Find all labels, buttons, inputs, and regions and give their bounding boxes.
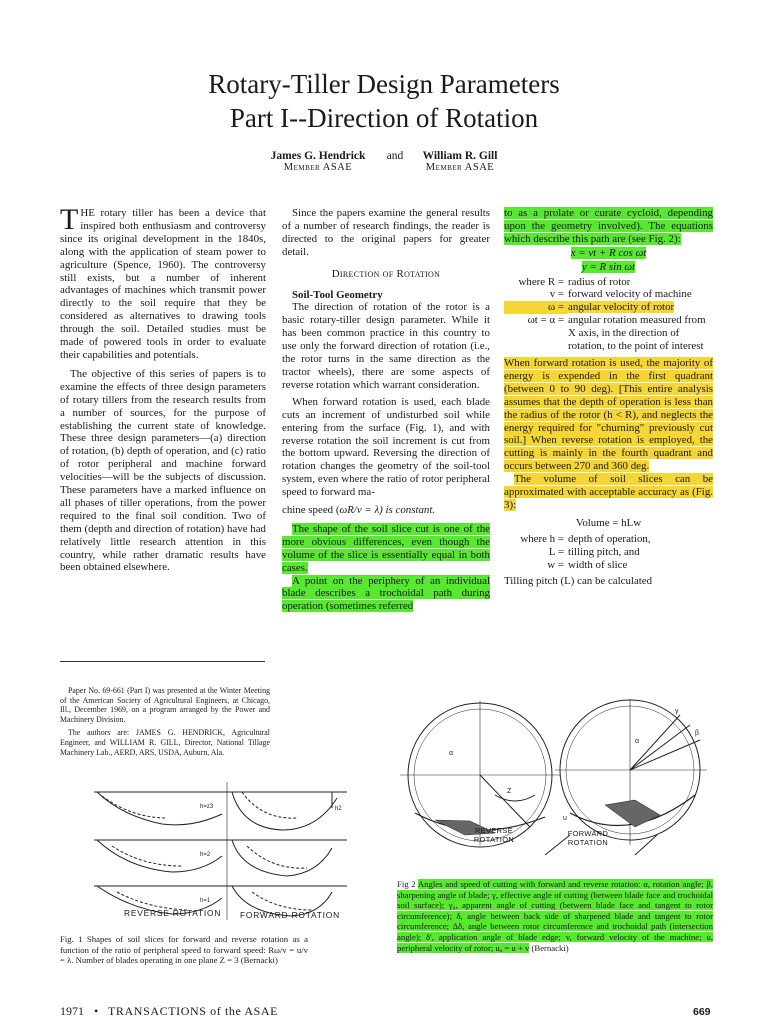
definition-row: ω = angular velocity of rotor — [504, 301, 713, 314]
author-1 — [258, 150, 378, 173]
equation-y: y = R sin ωt — [581, 260, 636, 273]
svg-text:h2: h2 — [335, 806, 342, 812]
footer-bullet: • — [94, 1004, 99, 1018]
volume-equation: Volume = hLw — [575, 516, 642, 529]
svg-text:Z: Z — [507, 788, 512, 795]
cycloid-paragraph: to as a prolate or curate cycloid, depending upon the geometry involved). The equations which describe this path are (see Fig. 2): — [504, 207, 713, 245]
definition-row: where R = radius of rotor — [518, 275, 631, 288]
definition-row: w = width of slice — [547, 558, 628, 571]
author-1-name: James G. Hendrick — [270, 150, 366, 162]
intro-paragraph: THE rotary tiller has been a device that inspired both enthusiasm and controversy since its original development in the 1840s, along with the application of steam power to agriculture (Spence, 1960). The controversy still exists, but a number of inherent advantages of machines which transmit power directly to the soil require that they be considered as alternatives to drawing tools through the soil. Detailed studies must be made of powered tools in order to evaluate their capabilities and potentials. — [60, 203, 266, 361]
direction-paragraph: The direction of rotation of the rotor is a basic rotary-tiller design parameter. While it has been common practice in this country to use only the forward direction of rotation (i.e., the rotor turns in the same direction as the tractor wheels), there are some aspects of reverse rotation which warrant consideration. — [282, 301, 490, 391]
subsection-heading: Soil-Tool Geometry — [292, 288, 383, 301]
svg-text:h=1: h=1 — [200, 898, 211, 904]
svg-text:h=2: h=2 — [200, 852, 211, 858]
footer-year: 1971 — [60, 1004, 84, 1018]
definition-row: where h = depth of operation, — [520, 532, 651, 545]
author-2-name: William R. Gill — [422, 150, 498, 162]
column-1 — [60, 203, 266, 574]
author-2 — [410, 150, 510, 173]
equation-definitions — [504, 276, 713, 353]
footnote-rule — [60, 661, 265, 662]
footnote-authors: The authors are: JAMES G. HENDRICK, Agricultural Engineer, and WILLIAM R. GILL, Director, National Tillage Machinery Lab., AERD, ARS, USDA, Auburn, Ala. — [60, 728, 270, 757]
forward-rotation-paragraph: When forward rotation is used, each blade cuts an increment of undisturbed soil while entering from the surface (Fig. 1), and with reverse rotation the soil increment is cut from the bottom upward. Reversing the direction of rotation changes the geometry of the soil-tool system, even where the ratio of rotor peripheral speed to forward ma- — [282, 395, 490, 499]
definition-row: ωt = α = angular rotation measured from X axis, in the direction of rotation, to the point of interest — [527, 314, 706, 353]
fig1-label-forward: FORWARD ROTATION — [240, 910, 340, 920]
volume-paragraph: The volume of soil slices can be approximated with acceptable accuracy as (Fig. 3): — [504, 473, 713, 511]
column-3 — [504, 207, 713, 588]
figure-1-diagram — [92, 768, 352, 930]
fig2-label-forward: FORWARD ROTATION — [567, 829, 609, 847]
chine-speed-line: chine speed (ωR/v = λ) is constant. — [282, 504, 436, 517]
section-heading: Direction of Rotation — [331, 267, 441, 280]
fig2-label-reverse: REVERSE ROTATION — [473, 826, 515, 844]
figure-1-caption: Fig. 1 Shapes of soil slices for forward and reverse rotation as a function of the ratio of peripheral speed to forward speed: Rω/v = u/v = λ. Number of blades operating in one plane Z = 3 (Bernacki) — [60, 934, 308, 966]
column-2 — [282, 207, 490, 613]
fig1-label-reverse: REVERSE ROTATION — [124, 908, 222, 918]
figure-2-diagram — [395, 695, 715, 860]
svg-text:γ: γ — [675, 708, 679, 715]
footnote — [60, 686, 270, 761]
svg-text:u: u — [563, 815, 567, 822]
definition-row: L = tilling pitch, and — [548, 545, 640, 558]
volume-definitions — [504, 533, 713, 572]
col2-intro-paragraph: Since the papers examine the general results of a number of research findings, the reader is directed to the original papers for greater detail. — [282, 207, 490, 258]
svg-text:h=z3: h=z3 — [200, 804, 214, 810]
energy-paragraph: When forward rotation is used, the majority of energy is expended in the first quadrant (between 0 to 90 deg). [This entire analysis assumes that the depth of operation is less than the radius of the rotor (h < R), and neglects the energy required for "churning" previously cut soil.] When reverse rotation is employed, the cutting is mainly in the fourth quadrant and occurs between 270 and 360 deg. — [504, 356, 713, 473]
title-line-2: Part I--Direction of Rotation — [229, 103, 539, 133]
authors-and: and — [386, 150, 404, 162]
footnote-paper-info: Paper No. 69-661 (Part I) was presented at the Winter Meeting of the American Society of Agricultural Engineers, at Chicago, Ill., December 1969, on a program arranged by the Power and Machinery Division. — [60, 686, 270, 724]
svg-text:α: α — [449, 750, 454, 757]
drop-cap: T — [60, 203, 79, 236]
tilling-pitch-paragraph: Tilling pitch (L) can be calculated — [504, 575, 653, 588]
author-1-membership: Member ASAE — [283, 162, 353, 173]
slice-shape-paragraph: The shape of the soil slice cut is one of the more obvious differences, even though the volume of the slice is essentially equal in both cases. — [282, 522, 490, 574]
svg-text:β: β — [695, 730, 700, 737]
page-number: 669 — [693, 1006, 711, 1018]
svg-text:α: α — [635, 738, 640, 745]
author-2-membership: Member ASAE — [425, 162, 495, 173]
figure-2-caption: Fig 2 Angles and speed of cutting with forward and reverse rotation: α, rotation angle; β, sharpening angle of blade; γ, effective angle of cutting (between blade face and trochoidal soil surface); γ₀, apparent angle of cutting (between blade face and tangent to rotor circumference); δ, angle between back side of sharpened blade and tangent to rotor circumference; Δδ, angle between rotor circumference and trochoidal path (intersection angle); δ', application angle of blade edge; v, forward velocity of the machine; u, peripheral velocity of rotor; uₐ = u + v (Bernacki) — [397, 879, 713, 953]
trochoid-paragraph: A point on the periphery of an individual blade describes a trochoidal path during operation (sometimes referred — [282, 574, 490, 613]
objective-paragraph: The objective of this series of papers is to examine the effects of three design parameters of rotary tillers from the research results from a number of sources, for the purpose of establishing the current state of knowledge. These three design parameters—(a) direction of rotation, (b) depth of operation, and (c) ratio of rotor peripheral and machine forward velocities—will be the subjects of discussion. These parameters have a marked influence on all phases of tiller operations, from the power required to the final soil condition. Two of them (depth and direction of rotation) have had relatively little research attention in this country, while rather dramatic results have been obtained elsewhere. — [60, 367, 266, 574]
equation-x: x = vt + R cos ωt — [570, 246, 647, 259]
footer-journal: TRANSACTIONS of the ASAE — [108, 1004, 279, 1018]
title-line-1: Rotary-Tiller Design Parameters — [208, 69, 560, 99]
definition-row: v = forward velocity of machine — [549, 288, 692, 301]
